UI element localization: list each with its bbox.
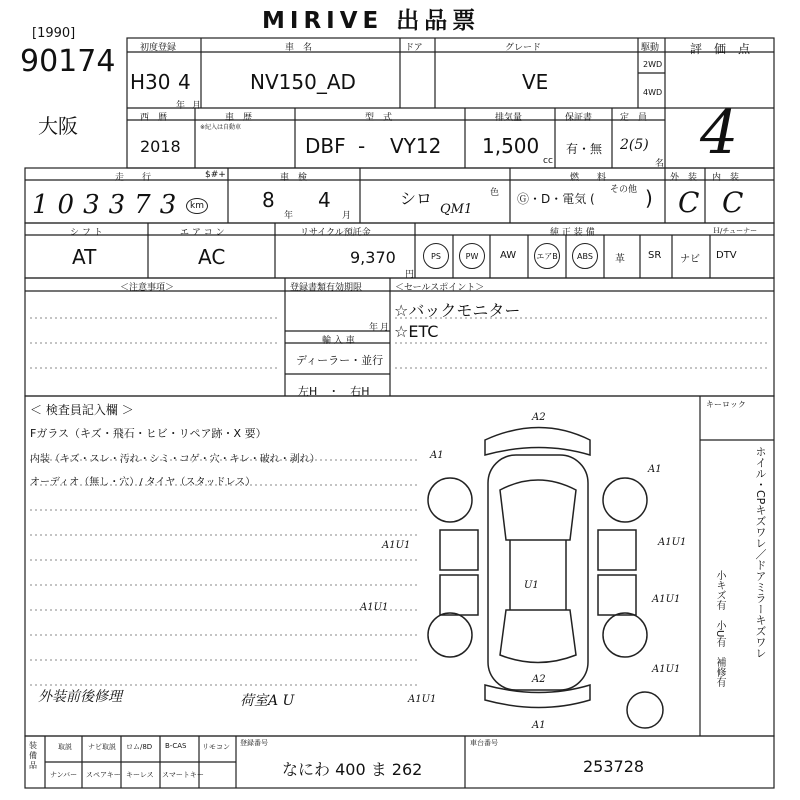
item-spare-key: スペアキー [86,771,121,779]
frame-value: 253728 [583,757,645,776]
label-color: 色 [490,188,500,198]
drive-4wd: 4WD [643,88,663,97]
aircon-value: AC [198,245,226,269]
label-keyless: キーロック [706,400,746,409]
mark-front: A2 [532,412,546,423]
label-reg-deadline: 登録書類有効期限 [290,283,363,293]
car-name: NV150_AD [250,70,356,94]
model-prefix: DBF [305,134,346,158]
interior-score: C [722,186,744,219]
label-notes: ＜注意事項＞ [120,283,175,293]
item-manual: 取説 [58,743,72,751]
car-damage-diagram [360,410,700,731]
inspection-year-unit: 年 [284,211,294,221]
label-tuner: Ｈ/チューナー [713,227,758,235]
lot-number: 90174 [20,44,116,79]
fuel-close: ) [645,186,653,210]
label-recycle: リサイクル預託金 [300,228,371,238]
mark-roof: U1 [524,580,539,591]
equip-dtv: DTV [716,250,737,261]
plate-value: なにわ 400 ま 262 [282,760,423,779]
label-aircon: エ ア コ ン [180,228,225,238]
mark-lf-fender: A1 [430,450,444,461]
drive-2wd: 2WD [643,60,663,69]
color-code: QM1 [440,202,473,217]
mark-lr-fender: A1U1 [408,694,437,705]
equip-abs: ABS [572,243,598,269]
label-frame: 車台番号 [470,739,498,747]
right-vertical-note: ホイル・CPキズワレ／ドアミラーキズワレ [754,446,767,659]
shift-value: AT [72,245,97,269]
color-value: シロ [400,189,433,208]
right-sub-note: 小キズ有 小U有 補修有 [714,570,725,688]
label-inspector: ＜ 検査員記入欄 ＞ [30,403,134,417]
chassis-note: ※紀入は自動車 [200,124,242,131]
model-dash: - [358,134,366,158]
label-exterior: 外 装 [670,173,698,183]
inspection-month: 4 [318,188,331,212]
reg-month: 4 [178,70,191,94]
cc-unit: cc [543,156,553,166]
label-interior: 内 装 [712,173,740,183]
label-bottom-left: 装 備 品 [29,741,45,770]
mark-lr-door: A1U1 [360,602,389,613]
capacity-unit: 名 [655,159,665,169]
item-smart-key: スマートキー [162,771,204,779]
inspection-month-unit: 月 [342,211,352,221]
mark-rear: A2 [532,674,546,685]
year-western: 2018 [140,137,181,156]
label-inspection: 車 検 [280,173,308,183]
label-meter-swap: $#+ [205,170,226,180]
item-bcas: B-CAS [165,742,187,750]
label-chassis: 車 歴 [225,113,253,123]
sales-point-1: ☆バックモニター [394,301,521,320]
mark-rf-door: A1U1 [658,537,687,548]
equip-ps: PS [423,243,449,269]
label-shift: シ フ ト [70,228,103,238]
score-value: 4 [700,98,739,168]
mark-rr-door: A1U1 [652,594,681,605]
label-displacement: 排気量 [495,113,523,123]
label-door: ドア [405,43,423,53]
km-unit: km [186,198,208,214]
exterior-score: C [678,186,700,219]
hand-note-2: 荷室A U [240,693,295,709]
equip-sr: SR [648,250,662,261]
yen-unit: 円 [405,270,415,280]
label-plate: 登録番号 [240,739,268,747]
fuel-other-label: その他 [610,185,638,195]
inspection-year: 8 [262,188,275,212]
equip-aw: AW [500,250,517,261]
reg-era: H30 [130,70,171,94]
label-car-name: 車 名 [285,43,313,53]
equip-leather: 革 [615,254,625,265]
deadline-month-unit: 月 [380,323,390,333]
steering-value: 左H ・ 右H [298,385,370,398]
label-sales-point: ＜セールスポイント＞ [395,283,485,293]
warranty-value: 有・無 [566,142,603,156]
sales-point-2: ☆ETC [394,322,439,341]
audio-note: オーディオ（無し・穴）/ タイヤ（スタッドレス） [30,477,256,488]
label-western: 西 暦 [140,113,168,123]
sheet-title: MIRIVE 出品票 [262,8,481,34]
equip-navi: ナビ [680,254,700,265]
capacity-value: 2(5) [620,137,649,153]
label-import: 輸 入 車 [322,336,355,346]
equip-airbag: エアB [534,243,560,269]
item-navi-manual: ナビ取説 [88,743,116,751]
mark-rf-fender: A1 [648,464,662,475]
item-rom: ロム/8D [126,743,153,751]
label-fuel: 燃 料 [570,173,607,183]
year-unit: 年 [176,101,186,111]
label-drive: 駆動 [641,43,660,53]
item-number: ナンバー [50,771,78,779]
month-unit: 月 [192,101,202,111]
mark-rr-fender: A1U1 [652,664,681,675]
grade-value: VE [522,70,549,94]
lot-tag: [1990] [32,26,76,41]
label-model: 型 式 [365,113,393,123]
recycle-value: 9,370 [350,248,396,267]
equip-pw: PW [459,243,485,269]
label-equipment: 純 正 装 備 [550,228,595,238]
label-score: 評 価 点 [690,42,751,56]
fuel-options: Ⓖ・D・電気 ( [517,192,595,206]
item-remote: リモコン [202,743,230,751]
model-code: VY12 [390,134,442,158]
label-capacity: 定 員 [620,113,648,123]
label-first-reg: 初度登録 [140,43,177,53]
glass-note: Fガラス（キズ・飛石・ヒビ・リペア跡・X 要） [30,427,267,440]
hand-note-1: 外装前後修理 [38,689,122,705]
displacement-value: 1,500 [482,134,540,158]
mileage-value: 103373 [32,190,186,220]
interior-note: 内装（キズ・スレ・汚れ・シミ・コゲ・穴・キレ・破れ・剥れ） [30,454,320,465]
label-mileage: 走 行 [115,173,152,183]
mark-rear-bumper: A1 [532,720,546,731]
deadline-year-unit: 年 [369,323,379,333]
label-warranty: 保証書 [565,113,593,123]
lot-region: 大阪 [38,114,78,138]
item-keyless: キーレス [126,771,154,779]
label-grade: グレード [505,43,542,53]
mark-lf-door: A1U1 [382,540,411,551]
import-value: ディーラー・並行 [296,354,384,367]
